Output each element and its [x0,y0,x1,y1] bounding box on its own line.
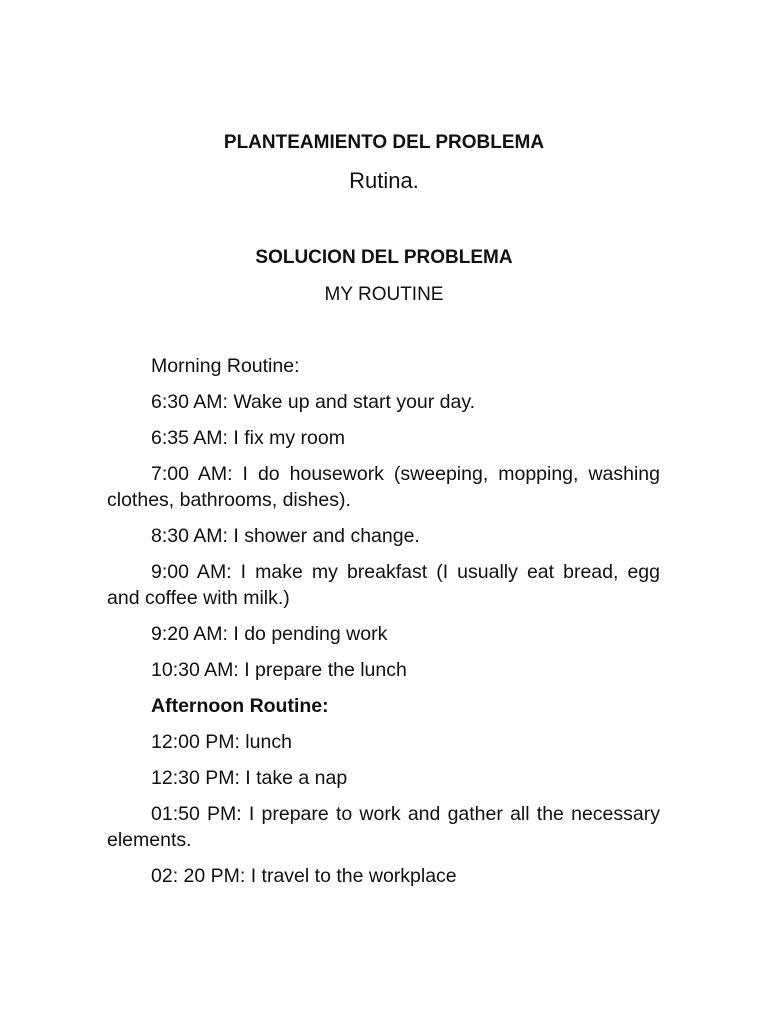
routine-line: 01:50 PM: I prepare to work and gather all the necessary elements. [107,803,660,851]
problem-heading: PLANTEAMIENTO DEL PROBLEMA [223,132,545,153]
routine-line: 9:00 AM: I make my breakfast (I usually eat bread, egg and coffee with milk.) [107,561,660,609]
solution-subtitle: MY ROUTINE [324,284,444,305]
problem-text: Rutina. [349,168,419,193]
section-heading-afternoon: Afternoon Routine: [151,695,329,717]
routine-line: 12:30 PM: I take a nap [151,767,348,789]
routine-line: 02: 20 PM: I travel to the workplace [151,865,457,887]
routine-line: 7:00 AM: I do housework (sweeping, mopping, washing clothes, bathrooms, dishes). [107,463,660,511]
routine-line: 8:30 AM: I shower and change. [151,525,420,547]
routine-line: 9:20 AM: I do pending work [151,623,388,645]
routine-line: 6:35 AM: I fix my room [151,427,345,449]
section-heading-morning: Morning Routine: [151,355,300,377]
routine-line: 12:00 PM: lunch [151,731,292,753]
solution-heading: SOLUCION DEL PROBLEMA [255,247,513,268]
routine-line: 10:30 AM: I prepare the lunch [151,659,407,681]
routine-body [107,353,660,899]
routine-line: 6:30 AM: Wake up and start your day. [151,391,476,413]
